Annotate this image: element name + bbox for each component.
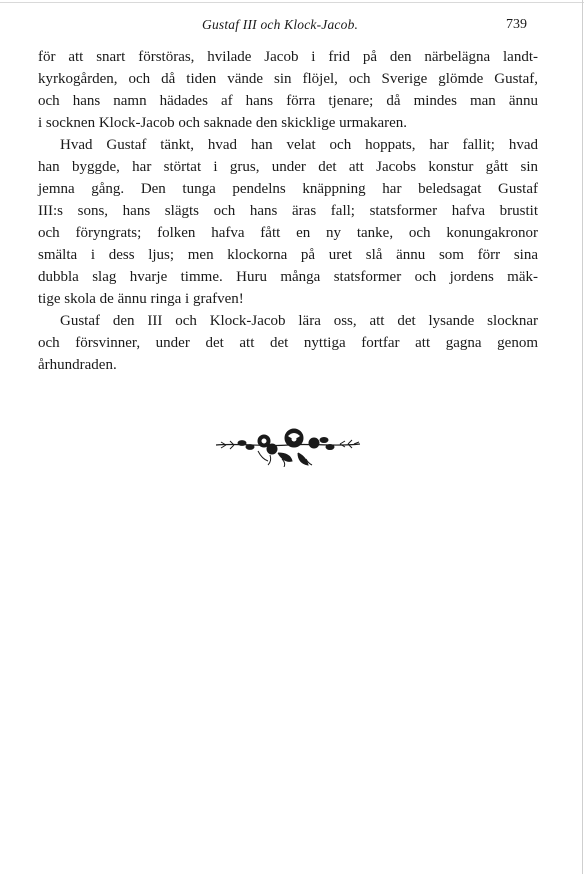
- paragraph-start-line: Hvad Gustaf tänkt, hvad han velat och hoppats, har fallit; hvad: [60, 137, 538, 153]
- running-title: Gustaf III och Klock-Jacob.: [202, 17, 359, 32]
- page-top-edge: [0, 2, 584, 3]
- text-line: smälta i dess ljus; men klockorna på uret slå ännu som förr sina: [38, 247, 538, 263]
- text-line: kyrkogården, och då tiden vände sin flöjel, och Sverige glömde Gustaf,: [38, 71, 538, 87]
- page-right-edge: [582, 0, 583, 874]
- body-text: [38, 46, 538, 376]
- text-line: och hans namn hädades af hans förra tjenare; då mindes man ännu: [38, 93, 538, 109]
- page-number: 739: [506, 17, 527, 32]
- floral-vignette-icon: [212, 423, 364, 467]
- paragraph-start-line: Gustaf den III och Klock-Jacob lära oss, att det lysande slocknar: [60, 313, 538, 329]
- text-line: och försvinner, under det att det nyttiga fortfar att gagna genom: [38, 335, 538, 351]
- text-line: tige skola de ännu ringa i grafven!: [38, 291, 244, 307]
- text-line: för att snart förstöras, hvilade Jacob i frid på den närbelägna landt-: [38, 49, 538, 65]
- text-line: han byggde, har störtat i grus, under det att Jacobs konstur gått sin: [38, 159, 538, 175]
- text-line: III:s sons, hans slägts och hans äras fall; statsformer hafva brustit: [38, 203, 538, 219]
- text-line: och föryngrats; folken hafva fått en ny tanke, och konungakronor: [38, 225, 538, 241]
- text-line: århundraden.: [38, 357, 117, 373]
- text-line: i socknen Klock-Jacob och saknade den skicklige urmakaren.: [38, 115, 408, 131]
- text-line: jemna gång. Den tunga pendelns knäppning har beledsagat Gustaf: [38, 181, 538, 197]
- text-line: dubbla slag hvarje timme. Huru många statsformer och jordens mäk-: [38, 269, 538, 285]
